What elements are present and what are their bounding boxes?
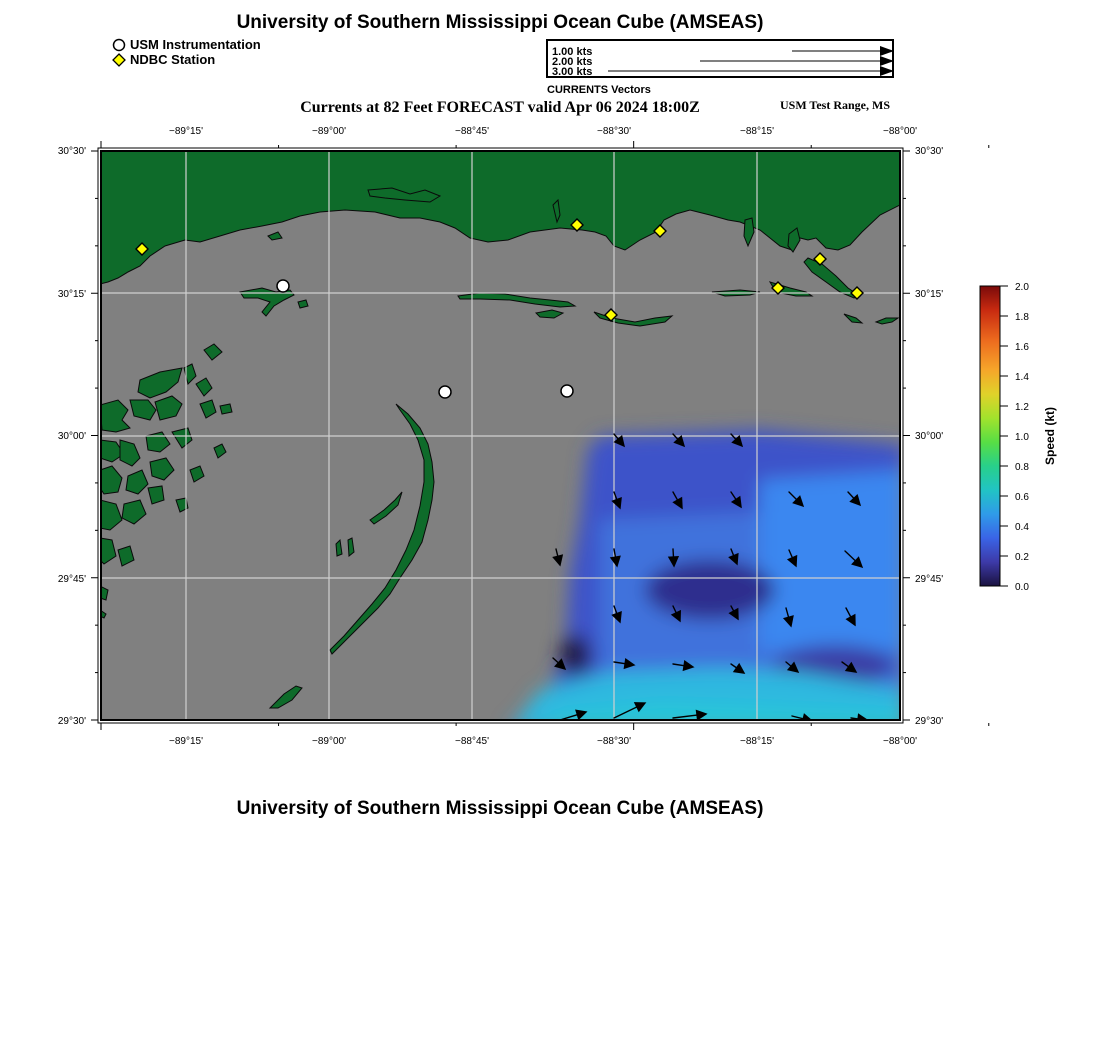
lat-labels-left [58, 146, 86, 727]
colorbar-tick-label: 0.2 [1015, 552, 1029, 563]
lat-labels-right [915, 146, 943, 727]
vector-legend-3: 3.00 kts [552, 66, 593, 76]
lon-label: −89°15' [169, 126, 203, 137]
legend-usm-label: USM Instrumentation [130, 36, 261, 52]
colorbar-tick-label: 1.6 [1015, 342, 1029, 353]
lat-label: 30°15' [915, 289, 944, 300]
lon-label: −89°00' [312, 736, 346, 747]
vector-legend-caption: CURRENTS Vectors [547, 84, 651, 96]
colorbar-tick-label: 0.8 [1015, 462, 1029, 473]
lon-label: −88°00' [883, 126, 917, 137]
colorbar-label: Speed (kt) [1043, 406, 1057, 466]
colorbar-tick-label: 1.8 [1015, 312, 1029, 323]
vector-legend-2: 2.00 kts [552, 56, 593, 68]
colorbar-tick-label: 1.2 [1015, 402, 1029, 413]
page-title: University of Southern Mississippi Ocean Cube (AMSEAS) [236, 12, 764, 33]
lon-label: −88°30' [597, 126, 631, 137]
lat-label: 29°45' [57, 574, 86, 585]
colorbar-tick-label: 0.4 [1015, 522, 1029, 533]
lat-label: 30°15' [57, 289, 86, 300]
colorbar-tick-label: 1.0 [1015, 432, 1029, 443]
lon-label: −88°45' [455, 736, 489, 747]
lat-label: 30°00' [915, 431, 944, 442]
lon-labels-top [169, 126, 917, 137]
lon-label: −88°45' [455, 126, 489, 137]
footer-title: University of Southern Mississippi Ocean Cube (AMSEAS) [236, 798, 764, 819]
colorbar-tick-label: 0.0 [1015, 582, 1029, 593]
lat-label: 30°30' [57, 146, 86, 157]
lon-label: −88°30' [597, 736, 631, 747]
usm-instrument-marker[interactable] [439, 386, 451, 398]
vector-legend-1: 1.00 kts [552, 46, 593, 58]
lat-label: 29°30' [57, 716, 86, 727]
lon-labels-bottom [169, 736, 917, 747]
lon-label: −89°00' [312, 126, 346, 137]
region-label: USM Test Range, MS [779, 98, 890, 112]
usm-instrument-marker[interactable] [277, 280, 289, 292]
map-subtitle: Currents at 82 Feet FORECAST valid Apr 06 2024 18:00Z [300, 99, 700, 116]
lat-label: 30°00' [57, 431, 86, 442]
lon-label: −88°15' [740, 126, 774, 137]
colorbar-tick-label: 2.0 [1015, 282, 1029, 293]
colorbar-tick-label: 1.4 [1015, 372, 1029, 383]
colorbar-tick-label: 0.6 [1015, 492, 1029, 503]
usm-instrument-marker[interactable] [561, 385, 573, 397]
lat-label: 29°30' [915, 716, 944, 727]
colorbar-ticks [1000, 286, 1008, 586]
lon-label: −88°15' [740, 736, 774, 747]
lat-label: 30°30' [915, 146, 944, 157]
lon-label: −89°15' [169, 736, 203, 747]
speed-colorbar [980, 282, 1057, 593]
lon-label: −88°00' [883, 736, 917, 747]
legend-ndbc-label: NDBC Station [130, 51, 216, 67]
lat-label: 29°45' [915, 574, 944, 585]
